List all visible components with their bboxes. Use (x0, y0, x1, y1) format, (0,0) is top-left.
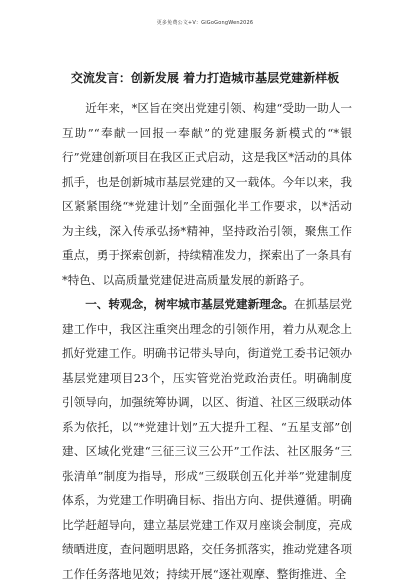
intro-paragraph: 近年来，*区旨在突出党建引领、构建“受助一助人一互助”“奉献一回报一奉献”的党建服务新模式的“*银行”党建创新项目在我区正式启动，这是我区*活动的具体抓手，也是创新城市基层党建的又一载体。今年以来，我区紧紧围绕“*党建计划”全面强化半工作要求，以*活动为主线，深入传承弘扬*精神，坚持政治引领，聚焦工作重点，勇于探索创新，持续精准发力，探索出了一条具有*特色、以高质量党建促进高质量发展的新路子。 (62, 101, 352, 287)
document-body (62, 96, 352, 586)
section-1-paragraph (62, 292, 352, 586)
document-title: 交流发言：创新发展 着力打造城市基层党建新样板 (70, 71, 340, 85)
section-1-heading: 一、转观念，树牢城市基层党建新理念。 (85, 297, 294, 311)
section-1-body: 在抓基层党建工作中，我区注重突出理念的引领作用，着力从观念上抓好党建工作。明确书记带头导向，街道党工委书记领办基层党建项目23个，压实管党治党政治责任。明确制度引领导向，加强统筹协调，以区、街道、社区三级联动体系为依托，以“*党建计划”五大提升工程、“五星支部”创建、区域化党建“三征三议三公开”工作法、社区服务“三张清单”制度为指导，形成“三级联创五化并举”党建制度体系，为党建工作明确目标、指出方向、提供遵循。明确比学赶超导向，建立基层党建工作双月座谈会制度，亮成绩晒进度，查问题明思路，交任务抓落实，推动党建各项工作任务落地见效；持续开展“逐社观摩、整街推进、全 (62, 297, 352, 581)
header-contact-note: 更多免费公文+V：GiGoGongWen2026 (156, 20, 254, 26)
